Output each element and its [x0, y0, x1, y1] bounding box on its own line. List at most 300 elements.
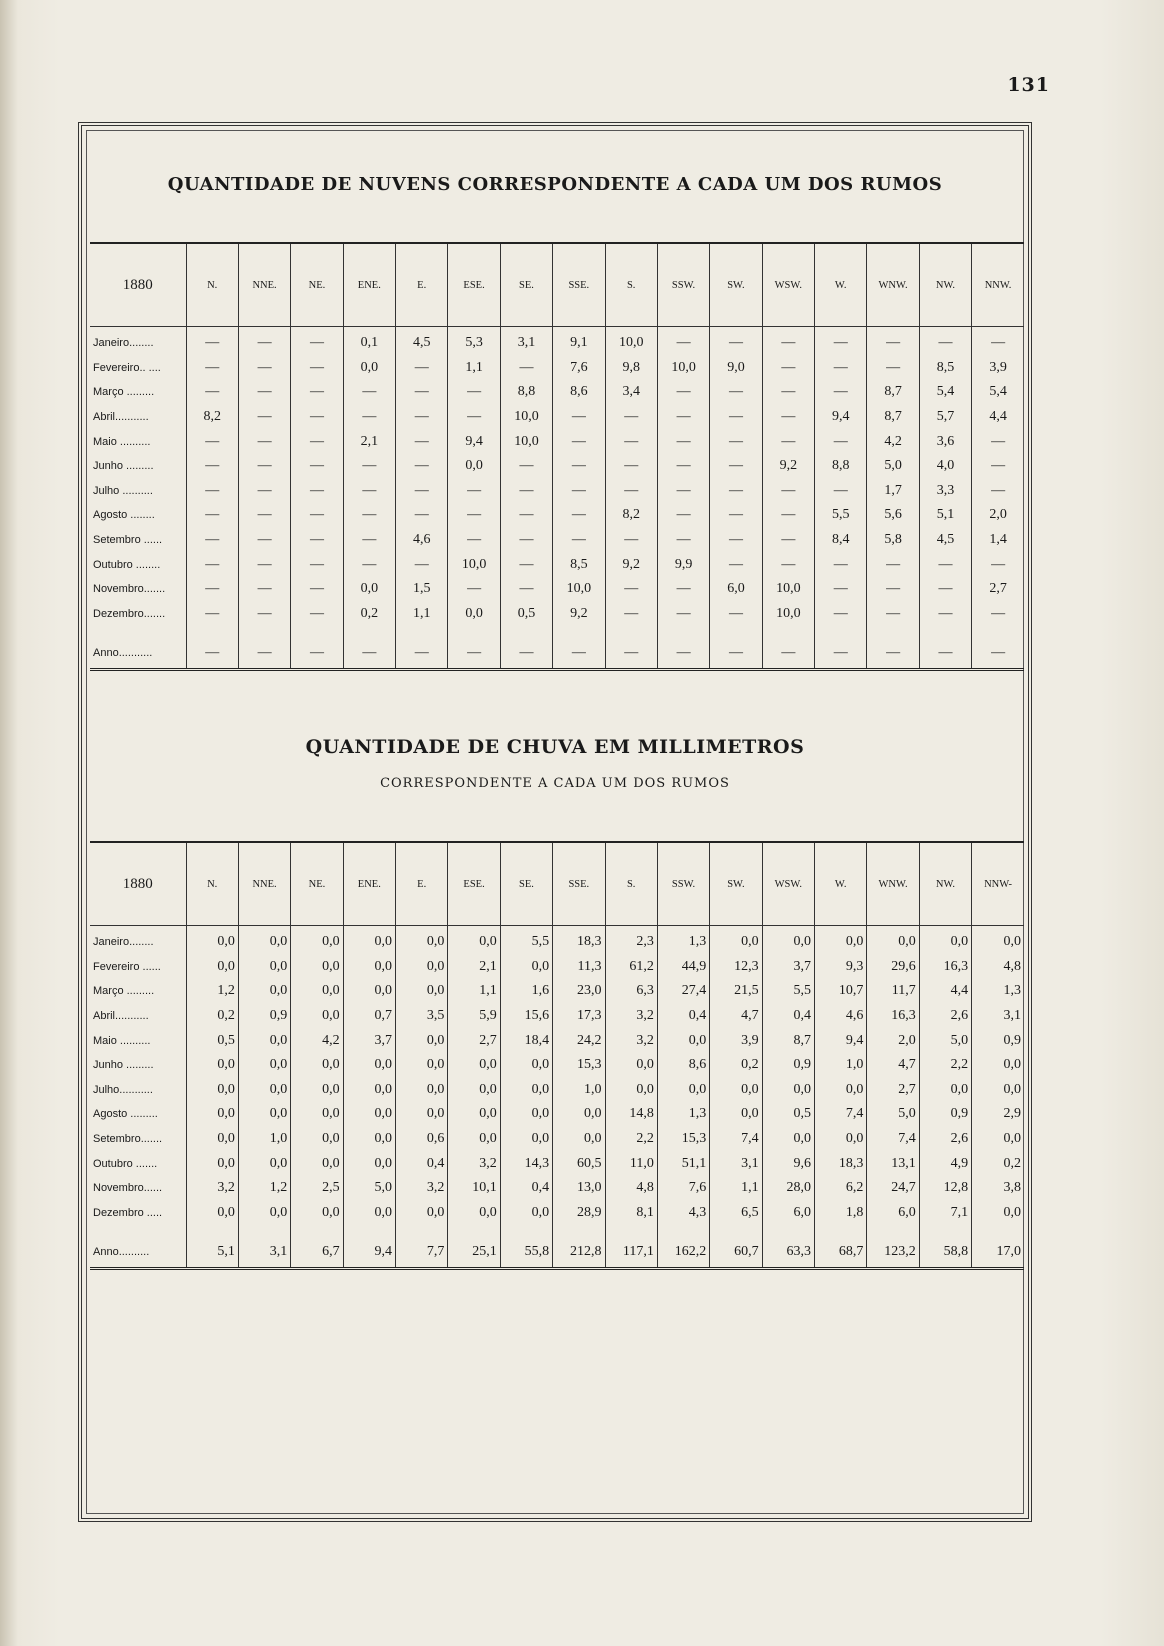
table-cell: 0,0 [238, 1028, 290, 1053]
rain-direction-header: N. [186, 842, 238, 926]
table-cell: — [343, 552, 395, 577]
table-cell: — [605, 479, 657, 504]
spacer-cell [553, 1225, 605, 1237]
table-cell: — [605, 454, 657, 479]
table-cell: — [343, 638, 395, 670]
table-cell: — [553, 528, 605, 553]
table-cell: — [291, 479, 343, 504]
table-cell: 1,6 [500, 979, 552, 1004]
table-cell: 58,8 [919, 1237, 971, 1269]
table-cell: — [605, 602, 657, 627]
table-cell: 0,0 [343, 577, 395, 602]
table-cell: 5,0 [919, 1028, 971, 1053]
clouds-direction-header: WSW. [762, 243, 814, 327]
clouds-direction-header: SSW. [657, 243, 709, 327]
table-cell: 0,0 [238, 1151, 290, 1176]
table-cell: — [500, 479, 552, 504]
table-cell: 0,5 [762, 1102, 814, 1127]
table-cell: 4,4 [919, 979, 971, 1004]
table-row [90, 1151, 1024, 1176]
table-cell: 1,3 [657, 926, 709, 955]
table-cell: — [238, 479, 290, 504]
table-cell: — [500, 577, 552, 602]
table-cell: 3,2 [396, 1176, 448, 1201]
table-cell: 10,0 [762, 602, 814, 627]
table-cell: 8,5 [553, 552, 605, 577]
rain-direction-header: NNW- [972, 842, 1024, 926]
spacer-cell [90, 1225, 186, 1237]
table-row [90, 327, 1024, 356]
table-cell: 0,4 [657, 1004, 709, 1029]
table-cell: 0,0 [238, 955, 290, 980]
table-cell: 8,2 [186, 405, 238, 430]
month-label: Junho ......... [93, 1059, 154, 1072]
table-cell: — [238, 356, 290, 381]
table-cell: — [657, 405, 709, 430]
table-cell: 0,0 [396, 1053, 448, 1078]
table-cell: 0,0 [762, 1127, 814, 1152]
table-cell: — [815, 479, 867, 504]
table-cell: 0,0 [396, 979, 448, 1004]
table-cell: 0,9 [919, 1102, 971, 1127]
table-cell: 55,8 [500, 1237, 552, 1269]
table-cell: 1,3 [972, 979, 1024, 1004]
table-cell: 8,1 [605, 1201, 657, 1226]
table-row [90, 1102, 1024, 1127]
table-cell: — [186, 380, 238, 405]
table-cell: 17,3 [553, 1004, 605, 1029]
table-cell: — [762, 327, 814, 356]
table-cell: 21,5 [710, 979, 762, 1004]
table-cell: — [815, 552, 867, 577]
table-cell: 0,0 [605, 1078, 657, 1103]
spacer-cell [762, 1225, 814, 1237]
table-cell: 8,5 [919, 356, 971, 381]
table-cell: — [553, 454, 605, 479]
table-cell: 9,4 [343, 1237, 395, 1269]
table-cell: 8,6 [657, 1053, 709, 1078]
table-cell: — [553, 479, 605, 504]
spacer-cell [815, 1225, 867, 1237]
table-cell: 7,7 [396, 1237, 448, 1269]
table-cell: — [762, 552, 814, 577]
table-cell: 0,0 [186, 955, 238, 980]
table-cell: 0,0 [343, 1078, 395, 1103]
table-cell: — [710, 602, 762, 627]
table-cell: 9,4 [448, 429, 500, 454]
table-cell: — [343, 528, 395, 553]
table-cell: 7,4 [867, 1127, 919, 1152]
clouds-direction-header: SW. [710, 243, 762, 327]
table-cell: 1,0 [238, 1127, 290, 1152]
clouds-direction-header: E. [396, 243, 448, 327]
month-label: Julho .......... [93, 484, 153, 497]
table-cell: 0,0 [396, 1078, 448, 1103]
month-label: Maio .......... [93, 1034, 151, 1047]
table-cell: 0,0 [815, 1078, 867, 1103]
table-cell: — [448, 638, 500, 670]
month-label: Setembro ...... [93, 534, 163, 547]
table-cell: — [919, 638, 971, 670]
table-cell: 8,7 [867, 405, 919, 430]
table-cell: — [919, 327, 971, 356]
table-cell: — [972, 429, 1024, 454]
table-cell: 4,8 [972, 955, 1024, 980]
table-cell: 8,2 [605, 503, 657, 528]
table-cell: — [186, 454, 238, 479]
clouds-title: QUANTIDADE DE NUVENS CORRESPONDENTE A CADA UM DOS RUMOS [167, 174, 943, 195]
table-row [90, 356, 1024, 381]
table-cell: — [657, 327, 709, 356]
table-cell: — [291, 503, 343, 528]
table-cell: 1,2 [186, 979, 238, 1004]
table-cell: 1,1 [710, 1176, 762, 1201]
table-cell: 6,0 [867, 1201, 919, 1226]
table-cell: 0,0 [343, 1151, 395, 1176]
table-row [90, 1176, 1024, 1201]
table-cell: 0,0 [396, 926, 448, 955]
table-cell: 0,0 [186, 1078, 238, 1103]
table-cell: 0,0 [186, 1201, 238, 1226]
spacer-cell [343, 626, 395, 638]
table-cell: 0,0 [919, 1078, 971, 1103]
table-cell: 5,8 [867, 528, 919, 553]
table-cell: 10,0 [605, 327, 657, 356]
table-cell: 15,6 [500, 1004, 552, 1029]
table-cell: 13,1 [867, 1151, 919, 1176]
spacer-cell [500, 626, 552, 638]
table-cell: 0,7 [343, 1004, 395, 1029]
clouds-direction-header: NE. [291, 243, 343, 327]
table-cell: 3,2 [605, 1028, 657, 1053]
table-cell: 0,0 [238, 1053, 290, 1078]
table-cell: — [815, 429, 867, 454]
table-cell: — [762, 356, 814, 381]
rain-direction-header: SW. [710, 842, 762, 926]
table-cell: — [396, 405, 448, 430]
table-cell: — [710, 454, 762, 479]
month-label: Anno.......... [93, 1246, 150, 1259]
table-cell: — [762, 528, 814, 553]
table-cell: — [867, 638, 919, 670]
table-cell: 15,3 [657, 1127, 709, 1152]
table-cell: 13,0 [553, 1176, 605, 1201]
table-cell: 0,0 [605, 1053, 657, 1078]
table-cell: 27,4 [657, 979, 709, 1004]
table-cell: — [657, 503, 709, 528]
table-row [90, 552, 1024, 577]
table-cell: 18,4 [500, 1028, 552, 1053]
table-row [90, 577, 1024, 602]
table-cell: 2,0 [867, 1028, 919, 1053]
table-cell: 51,1 [657, 1151, 709, 1176]
table-cell: 9,3 [815, 955, 867, 980]
month-label: Julho........... [93, 1083, 153, 1096]
table-cell: 0,0 [448, 926, 500, 955]
table-cell: 0,0 [972, 1201, 1024, 1226]
table-cell: — [762, 429, 814, 454]
table-cell: 0,1 [343, 327, 395, 356]
table-cell: — [291, 528, 343, 553]
spacer-cell [605, 1225, 657, 1237]
table-cell: — [291, 405, 343, 430]
table-cell: 4,5 [396, 327, 448, 356]
table-cell: 0,0 [500, 955, 552, 980]
month-label: Agosto ......... [93, 1108, 158, 1121]
table-row [90, 1237, 1024, 1269]
table-cell: 0,0 [710, 1078, 762, 1103]
spacer-cell [500, 1225, 552, 1237]
table-cell: 1,0 [815, 1053, 867, 1078]
table-row [90, 405, 1024, 430]
table-cell: 4,8 [605, 1176, 657, 1201]
month-label: Janeiro........ [93, 337, 154, 350]
table-cell: 0,0 [657, 1078, 709, 1103]
table-cell: — [238, 380, 290, 405]
table-cell: 60,7 [710, 1237, 762, 1269]
table-cell: 0,0 [238, 1102, 290, 1127]
table-cell: 0,0 [238, 1201, 290, 1226]
table-cell: 10,0 [553, 577, 605, 602]
table-cell: — [291, 638, 343, 670]
table-cell: — [396, 503, 448, 528]
table-cell: 9,2 [762, 454, 814, 479]
table-cell: 0,0 [238, 926, 290, 955]
table-cell: 0,0 [710, 926, 762, 955]
table-cell: — [291, 327, 343, 356]
clouds-direction-header: NNW. [972, 243, 1024, 327]
table-cell: — [448, 479, 500, 504]
table-cell: 9,4 [815, 1028, 867, 1053]
month-label: Outubro ....... [93, 1157, 158, 1170]
table-cell: 0,0 [815, 926, 867, 955]
table-cell: 0,0 [238, 979, 290, 1004]
table-cell: — [500, 638, 552, 670]
table-cell: 4,4 [972, 405, 1024, 430]
table-cell: 8,8 [815, 454, 867, 479]
table-cell: 12,3 [710, 955, 762, 980]
table-cell: — [710, 503, 762, 528]
table-cell: 9,8 [605, 356, 657, 381]
table-cell: 15,3 [553, 1053, 605, 1078]
table-row [90, 979, 1024, 1004]
table-cell: — [238, 638, 290, 670]
spacer-cell [238, 626, 290, 638]
table-cell: 0,0 [291, 1102, 343, 1127]
table-cell: 7,1 [919, 1201, 971, 1226]
table-cell: 3,8 [972, 1176, 1024, 1201]
clouds-direction-header: SSE. [553, 243, 605, 327]
table-row [90, 1004, 1024, 1029]
table-cell: 11,0 [605, 1151, 657, 1176]
table-cell: — [605, 528, 657, 553]
table-cell: — [710, 405, 762, 430]
table-cell: 2,7 [867, 1078, 919, 1103]
table-cell: 7,6 [553, 356, 605, 381]
table-cell: 117,1 [605, 1237, 657, 1269]
table-cell: — [396, 479, 448, 504]
table-cell: — [710, 528, 762, 553]
table-cell: 5,0 [867, 454, 919, 479]
table-row [90, 1127, 1024, 1152]
rain-title: QUANTIDADE DE CHUVA EM MILLIMETROS [305, 736, 805, 758]
month-label: Outubro ........ [93, 558, 161, 571]
month-label: Março ......... [93, 386, 155, 399]
table-cell: — [448, 405, 500, 430]
table-cell: — [238, 429, 290, 454]
month-label: Agosto ........ [93, 509, 155, 522]
rain-direction-header: SSE. [553, 842, 605, 926]
table-cell: 0,0 [343, 1127, 395, 1152]
table-cell: 5,4 [972, 380, 1024, 405]
table-cell: 5,3 [448, 327, 500, 356]
rain-direction-header: E. [396, 842, 448, 926]
table-cell: 4,6 [396, 528, 448, 553]
table-cell: — [710, 429, 762, 454]
table-cell: 0,2 [972, 1151, 1024, 1176]
table-row [90, 454, 1024, 479]
table-cell: 4,2 [867, 429, 919, 454]
table-cell: — [238, 405, 290, 430]
spacer-cell [186, 626, 238, 638]
table-cell: — [972, 479, 1024, 504]
clouds-direction-header: WNW. [867, 243, 919, 327]
table-cell: — [500, 356, 552, 381]
table-cell: 8,7 [867, 380, 919, 405]
table-cell: 2,6 [919, 1004, 971, 1029]
spacer-cell [238, 1225, 290, 1237]
table-cell: 5,0 [343, 1176, 395, 1201]
table-cell: 2,6 [919, 1127, 971, 1152]
table-cell: 3,6 [919, 429, 971, 454]
table-cell: 3,1 [500, 327, 552, 356]
table-row [90, 503, 1024, 528]
spacer-cell [815, 626, 867, 638]
table-cell: 5,7 [919, 405, 971, 430]
table-cell: 18,3 [815, 1151, 867, 1176]
table-cell: 7,4 [815, 1102, 867, 1127]
table-cell: — [553, 503, 605, 528]
table-row [90, 926, 1024, 955]
table-cell: — [867, 552, 919, 577]
table-cell: — [291, 577, 343, 602]
table-cell: 2,2 [605, 1127, 657, 1152]
table-cell: 5,0 [867, 1102, 919, 1127]
spacer-cell [553, 626, 605, 638]
table-cell: 0,0 [343, 926, 395, 955]
table-cell: 1,4 [972, 528, 1024, 553]
table-cell: 0,0 [291, 1004, 343, 1029]
table-cell: — [238, 327, 290, 356]
table-cell: — [500, 503, 552, 528]
table-cell: 3,4 [605, 380, 657, 405]
table-cell: 0,0 [186, 1102, 238, 1127]
table-cell: 6,5 [710, 1201, 762, 1226]
table-cell: 0,0 [448, 1127, 500, 1152]
table-cell: 24,2 [553, 1028, 605, 1053]
table-cell: — [972, 552, 1024, 577]
table-cell: 4,7 [867, 1053, 919, 1078]
table-cell: — [291, 454, 343, 479]
table-cell: — [657, 479, 709, 504]
month-label: Fevereiro ...... [93, 960, 161, 973]
table-cell: — [343, 503, 395, 528]
month-label: Dezembro....... [93, 607, 166, 620]
month-label: Setembro....... [93, 1133, 163, 1146]
table-cell: 24,7 [867, 1176, 919, 1201]
table-cell: 1,2 [238, 1176, 290, 1201]
table-cell: — [343, 454, 395, 479]
table-cell: 0,0 [186, 1151, 238, 1176]
row-spacer [90, 1225, 1024, 1237]
rain-direction-header: ENE. [343, 842, 395, 926]
table-cell: 0,0 [448, 602, 500, 627]
table-cell: 0,0 [762, 926, 814, 955]
table-cell: 4,6 [815, 1004, 867, 1029]
table-cell: 60,5 [553, 1151, 605, 1176]
table-cell: — [396, 429, 448, 454]
table-cell: — [291, 602, 343, 627]
table-cell: — [448, 503, 500, 528]
spacer-cell [396, 1225, 448, 1237]
table-cell: — [186, 602, 238, 627]
table-cell: 11,7 [867, 979, 919, 1004]
table-cell: — [919, 552, 971, 577]
table-cell: 162,2 [657, 1237, 709, 1269]
table-cell: 0,0 [238, 1078, 290, 1103]
table-frame [78, 122, 1032, 1522]
table-cell: — [238, 528, 290, 553]
table-cell: 10,1 [448, 1176, 500, 1201]
month-label: Abril........... [93, 411, 149, 424]
rain-year-header: 1880 [90, 842, 186, 926]
table-cell: 0,0 [972, 1078, 1024, 1103]
table-cell: 3,1 [710, 1151, 762, 1176]
table-cell: — [972, 327, 1024, 356]
spacer-cell [448, 626, 500, 638]
table-cell: 9,2 [605, 552, 657, 577]
table-row [90, 955, 1024, 980]
rain-direction-header: W. [815, 842, 867, 926]
table-cell: 1,7 [867, 479, 919, 504]
table-cell: — [867, 577, 919, 602]
spacer-cell [762, 626, 814, 638]
page-number: 131 [1007, 74, 1050, 96]
table-cell: 11,3 [553, 955, 605, 980]
table-cell: 0,0 [291, 955, 343, 980]
table-cell: 6,0 [762, 1201, 814, 1226]
month-label: Novembro...... [93, 1182, 163, 1195]
table-cell: 0,0 [448, 1053, 500, 1078]
table-cell: 0,0 [343, 1201, 395, 1226]
spacer-cell [867, 626, 919, 638]
table-cell: 123,2 [867, 1237, 919, 1269]
table-cell: 1,1 [396, 602, 448, 627]
table-cell: — [396, 380, 448, 405]
table-cell: 5,1 [186, 1237, 238, 1269]
table-cell: — [186, 327, 238, 356]
spacer-cell [867, 1225, 919, 1237]
table-cell: 4,7 [710, 1004, 762, 1029]
table-cell: — [657, 602, 709, 627]
table-cell: — [867, 356, 919, 381]
table-cell: 5,1 [919, 503, 971, 528]
spacer-cell [710, 1225, 762, 1237]
clouds-year-header: 1880 [90, 243, 186, 327]
table-cell: 3,9 [710, 1028, 762, 1053]
table-cell: 28,9 [553, 1201, 605, 1226]
table-cell: 10,0 [762, 577, 814, 602]
